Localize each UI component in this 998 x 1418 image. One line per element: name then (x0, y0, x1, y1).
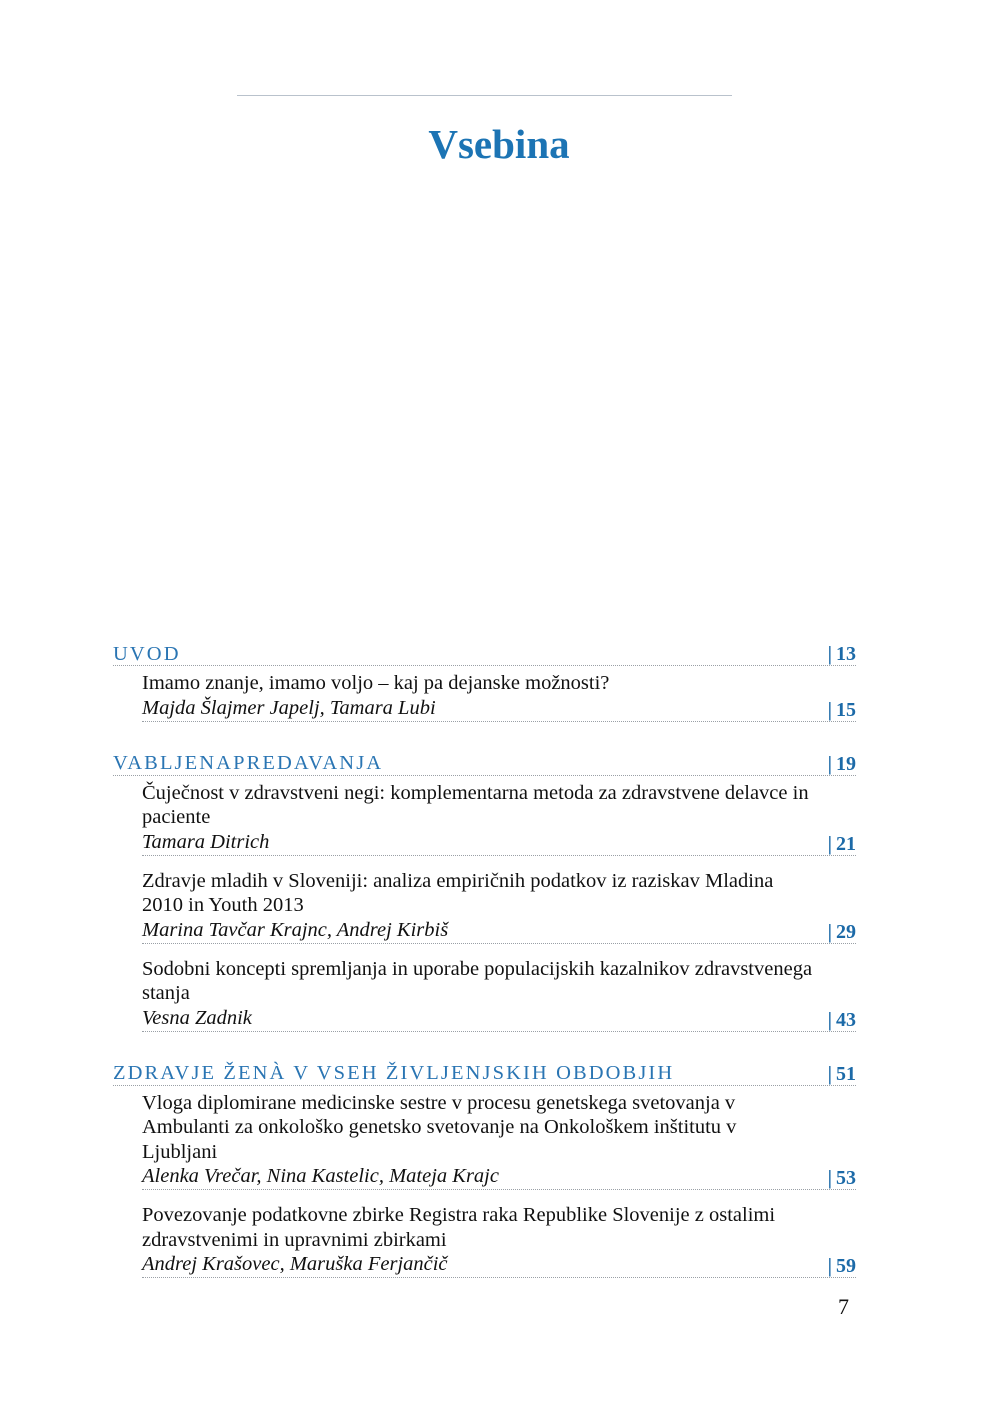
entry-authors: Tamara Ditrich (142, 830, 270, 853)
section-heading[interactable] (113, 1054, 856, 1086)
toc-section (113, 744, 856, 1032)
entry-authors: Majda Šlajmer Japelj, Tamara Lubi (142, 696, 436, 719)
entry-title: Sodobni koncepti spremljanja in uporabe populacijskih kazalnikov zdravstvenega stanja (142, 957, 813, 1004)
entry-title: Povezovanje podatkovne zbirke Registra raka Republike Slovenije z ostalimi zdravstvenimi in upravnimi zbirkami (142, 1204, 776, 1251)
entry-authors: Alenka Vrečar, Nina Kastelic, Mateja Krajc (142, 1165, 499, 1187)
section-heading[interactable] (113, 744, 856, 776)
section-page-number: | 13 (827, 643, 856, 665)
entry-title: Zdravje mladih v Sloveniji: analiza empiričnih podatkov iz raziskav Mladina 2010 in Youth 2013 (142, 869, 774, 916)
toc-entry[interactable] (142, 666, 856, 722)
section-title: VABLJENAPREDAVANJA (113, 752, 384, 774)
toc-entry[interactable] (142, 952, 856, 1032)
toc-entry[interactable] (142, 1086, 856, 1191)
entry-page-number: | 15 (827, 698, 856, 721)
section-page-number: | 51 (827, 1062, 856, 1085)
section-page-number: | 19 (827, 752, 856, 775)
toc-section (113, 1054, 856, 1279)
entry-page-number: | 29 (827, 920, 856, 943)
table-of-contents (113, 634, 856, 1300)
entry-authors: Marina Tavčar Krajnc, Andrej Kirbiš (142, 918, 449, 941)
entry-page-number: | 21 (827, 832, 856, 855)
entry-authors: Andrej Krašovec, Maruška Ferjančič (142, 1253, 448, 1275)
page-number: 7 (838, 1294, 849, 1319)
entry-page-number: | 59 (827, 1255, 856, 1277)
entry-title: Imamo znanje, imamo voljo – kaj pa dejanske možnosti? (142, 672, 610, 694)
entry-title: Vloga diplomirane medicinske sestre v procesu genetskega svetovanja v Ambulanti za onkološko genetsko svetovanje na Onkološkem inštitutu v Ljubljani (142, 1091, 737, 1163)
page-title: Vsebina (428, 121, 570, 167)
toc-entry[interactable] (142, 776, 856, 856)
top-rule (237, 95, 732, 96)
entry-title: Čuječnost v zdravstveni negi: komplementarna metoda za zdravstvene delavce in paciente (142, 781, 809, 828)
entry-page-number: | 53 (827, 1167, 856, 1189)
entry-authors: Vesna Zadnik (142, 1006, 252, 1029)
entry-page-number: | 43 (827, 1008, 856, 1031)
section-title: ZDRAVJE ŽENÀ V VSEH ŽIVLJENJSKIH OBDOBJIH (113, 1062, 675, 1084)
toc-entry[interactable] (142, 1198, 856, 1278)
section-title: UVOD (113, 642, 181, 665)
toc-section (113, 634, 856, 722)
toc-entry[interactable] (142, 864, 856, 944)
section-heading[interactable] (113, 634, 856, 666)
